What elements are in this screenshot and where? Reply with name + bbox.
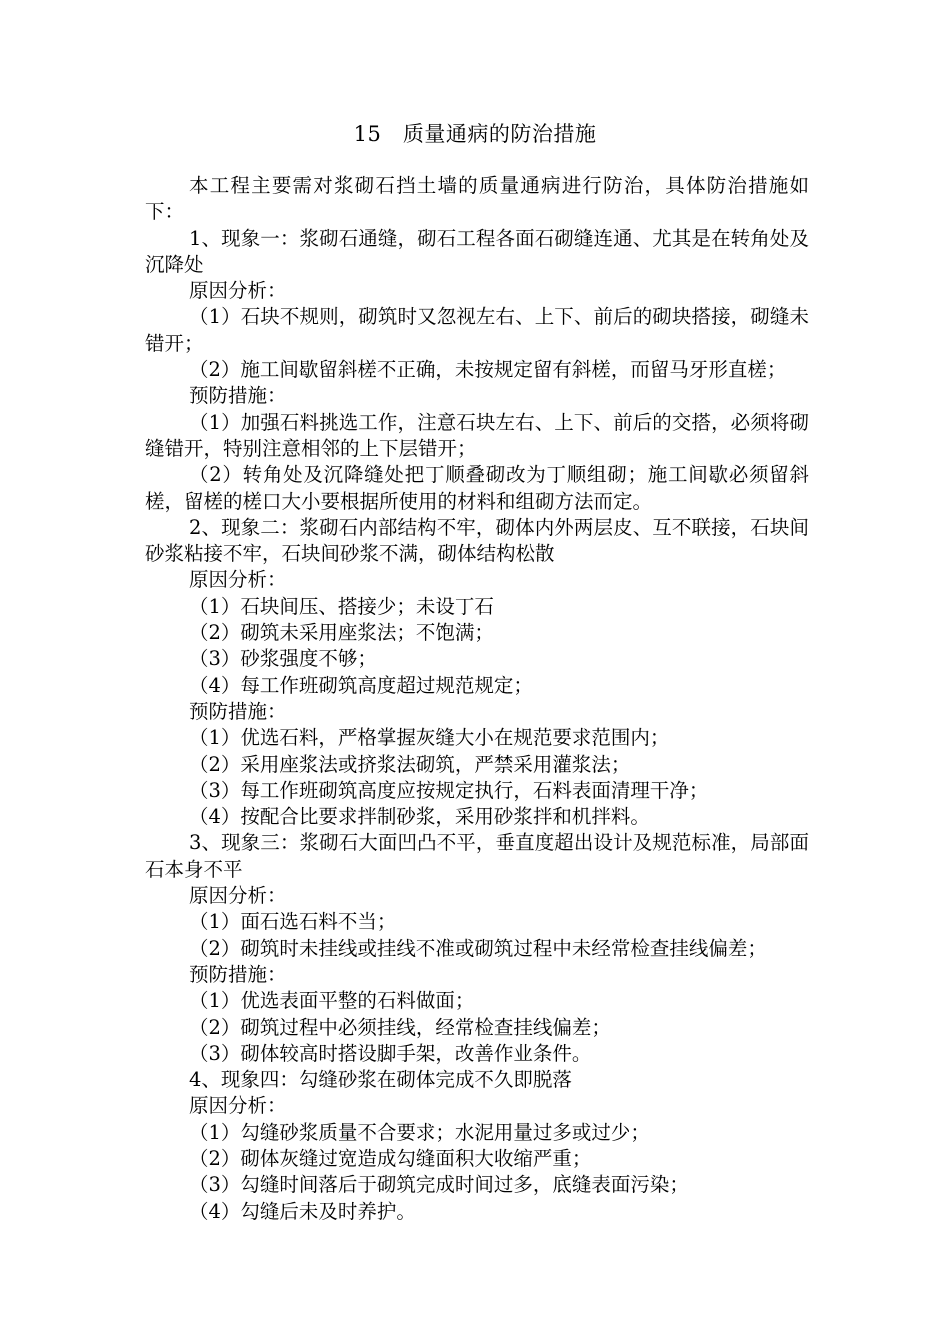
list-item: （2）砌筑过程中必须挂线，经常检查挂线偏差； bbox=[189, 1015, 611, 1039]
prevention-label: 预防措施： bbox=[189, 962, 287, 986]
list-item: （2）采用座浆法或挤浆法砌筑，严禁采用灌浆法； bbox=[189, 752, 631, 776]
list-item: （2）砌体灰缝过宽造成勾缝面积大收缩严重； bbox=[189, 1146, 592, 1170]
phenomenon-2-heading: 2、现象二：浆砌石内部结构不牢，砌体内外两层皮、互不联接，石块间砂浆粘接不牢，石块间砂浆不满，砌体结构松散 bbox=[145, 515, 809, 566]
list-item: （1）优选表面平整的石料做面； bbox=[189, 989, 475, 1013]
cause-analysis-label: 原因分析： bbox=[189, 1094, 287, 1118]
list-item: （1）石块间压、搭接少；未设丁石 bbox=[189, 594, 494, 618]
document-body bbox=[145, 173, 809, 1225]
list-item: （1）加强石料挑选工作，注意石块左右、上下、前后的交搭，必须将砌缝错开，特别注意相邻的上下层错开； bbox=[145, 410, 809, 460]
list-item: （3）砌体较高时搭设脚手架，改善作业条件。 bbox=[189, 1041, 592, 1065]
list-item: （4）每工作班砌筑高度超过规范规定； bbox=[189, 673, 533, 697]
list-item: （1）石块不规则，砌筑时又忽视左右、上下、前后的砌块搭接，砌缝未错开； bbox=[145, 305, 809, 355]
list-item: （1）面石选石料不当； bbox=[189, 910, 397, 934]
list-item: （3）每工作班砌筑高度应按规定执行，石料表面清理干净； bbox=[189, 778, 709, 802]
list-item: （3）砂浆强度不够； bbox=[189, 647, 377, 671]
intro-paragraph: 本工程主要需对浆砌石挡土墙的质量通病进行防治，具体防治措施如下： bbox=[145, 174, 809, 224]
cause-analysis-label: 原因分析： bbox=[189, 568, 287, 592]
prevention-label: 预防措施： bbox=[189, 699, 287, 723]
list-item: （2）砌筑未采用座浆法；不饱满； bbox=[189, 621, 494, 645]
cause-analysis-label: 原因分析： bbox=[189, 279, 287, 303]
list-item: （1）优选石料，严格掌握灰缝大小在规范要求范围内； bbox=[189, 726, 670, 750]
phenomenon-3-heading: 3、现象三：浆砌石大面凹凸不平，垂直度超出设计及规范标准，局部面石本身不平 bbox=[145, 831, 809, 881]
section-title: 15 质量通病的防治措施 bbox=[353, 122, 597, 146]
cause-analysis-label: 原因分析： bbox=[189, 884, 287, 908]
list-item: （4）勾缝后未及时养护。 bbox=[189, 1199, 416, 1223]
prevention-label: 预防措施： bbox=[189, 384, 287, 408]
phenomenon-1-heading: 1、现象一：浆砌石通缝，砌石工程各面石砌缝连通、尤其是在转角处及沉降处 bbox=[145, 226, 809, 276]
list-item: （4）按配合比要求拌制砂浆，采用砂浆拌和机拌料。 bbox=[189, 805, 650, 829]
list-item: （2）砌筑时未挂线或挂线不准或砌筑过程中未经常检查挂线偏差； bbox=[189, 936, 767, 960]
phenomenon-4-heading: 4、现象四：勾缝砂浆在砌体完成不久即脱落 bbox=[189, 1068, 572, 1092]
list-item: （2）转角处及沉降缝处把丁顺叠砌改为丁顺组砌；施工间歇必须留斜槎，留槎的槎口大小要根据所使用的材料和组砌方法而定。 bbox=[145, 463, 809, 513]
list-item: （3）勾缝时间落后于砌筑完成时间过多，底缝表面污染； bbox=[189, 1173, 689, 1197]
list-item: （1）勾缝砂浆质量不合要求；水泥用量过多或过少； bbox=[189, 1120, 650, 1144]
list-item: （2）施工间歇留斜槎不正确，未按规定留有斜槎，而留马牙形直槎； bbox=[189, 358, 787, 382]
